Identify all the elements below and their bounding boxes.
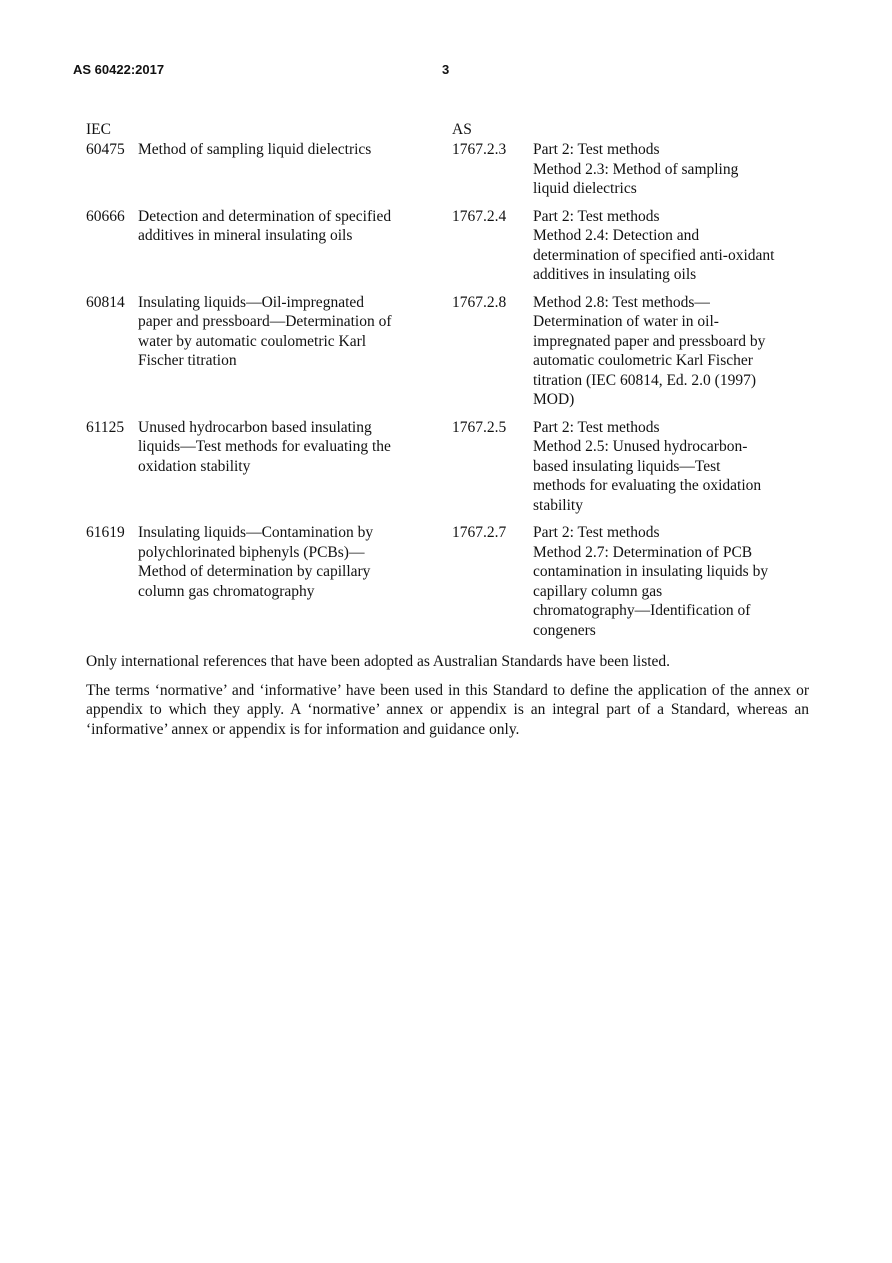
iec-title	[138, 523, 452, 640]
iec-title-line: paper and pressboard—Determination of	[138, 313, 392, 330]
iec-number: 60666	[86, 207, 125, 225]
as-title-line: Part 2: Test methods	[533, 524, 660, 541]
as-title-line: Method 2.4: Detection and	[533, 227, 700, 244]
iec-title-line: water by automatic coulometric Karl	[138, 332, 367, 350]
iec-number: 61619	[86, 524, 125, 541]
iec-title-line: liquids—Test methods for evaluating the	[138, 438, 391, 455]
column-header-as: AS	[452, 121, 472, 138]
iec-title	[138, 140, 452, 199]
iec-title-line: Insulating liquids—Oil-impregnated	[138, 293, 365, 311]
as-title-line: Part 2: Test methods	[533, 141, 660, 158]
document-id: AS 60422:2017	[73, 62, 165, 77]
as-title-line: chromatography—Identification of	[533, 602, 751, 619]
as-title-line: Determination of water in oil-	[533, 313, 719, 330]
as-title	[533, 523, 811, 640]
reference-table	[86, 120, 811, 648]
iec-title-line: additives in mineral insulating oils	[138, 227, 353, 244]
as-title-line: capillary column gas	[533, 582, 663, 600]
as-title	[533, 140, 811, 199]
iec-title-line: column gas chromatography	[138, 582, 315, 600]
as-title-line: titration (IEC 60814, Ed. 2.0 (1997)	[533, 371, 756, 389]
page-number: 3	[442, 62, 450, 77]
as-title-line: impregnated paper and pressboard by	[533, 332, 766, 350]
iec-title	[138, 418, 452, 516]
note-normative-informative: The terms ‘normative’ and ‘informative’ have been used in this Standard to define the application of the annex or appendix to which they apply. A ‘normative’ annex or appendix is an integral part of a Standard, whereas an ‘informative’ annex or appendix is for information and guidance only.	[86, 681, 809, 738]
as-title-line: Method 2.5: Unused hydrocarbon-	[533, 438, 748, 455]
iec-number: 60814	[86, 293, 125, 311]
as-title	[533, 207, 811, 285]
reference-row	[86, 207, 811, 285]
as-title-line: congeners	[533, 621, 596, 639]
as-number: 1767.2.5	[452, 418, 507, 436]
as-title	[533, 418, 811, 516]
iec-title-line: Method of determination by capillary	[138, 563, 371, 580]
iec-title-line: Insulating liquids—Contamination by	[138, 524, 374, 541]
as-number: 1767.2.4	[452, 207, 507, 225]
as-title-line: additives in insulating oils	[533, 266, 697, 283]
iec-title	[138, 207, 452, 285]
iec-title-line: Detection and determination of specified	[138, 207, 392, 225]
as-title-line: Method 2.7: Determination of PCB	[533, 543, 753, 561]
iec-number: 60475	[86, 141, 125, 158]
iec-title-line: oxidation stability	[138, 457, 251, 475]
note-adopted-references: Only international references that have been adopted as Australian Standards have been listed.	[86, 653, 671, 670]
reference-row	[86, 140, 811, 199]
as-title-line: automatic coulometric Karl Fischer	[533, 352, 753, 369]
iec-title-line: Unused hydrocarbon based insulating	[138, 418, 372, 436]
iec-title	[138, 293, 452, 410]
as-title-line: MOD)	[533, 391, 575, 408]
as-number: 1767.2.8	[452, 293, 507, 311]
as-number: 1767.2.7	[452, 524, 507, 541]
as-title-line: contamination in insulating liquids by	[533, 563, 769, 580]
iec-number: 61125	[86, 418, 125, 436]
page-header	[73, 62, 453, 80]
as-title-line: determination of specified anti-oxidant	[533, 246, 775, 264]
as-title-line: methods for evaluating the oxidation	[533, 477, 762, 494]
reference-row	[86, 293, 811, 410]
as-number: 1767.2.3	[452, 141, 507, 158]
iec-title-line: polychlorinated biphenyls (PCBs)—	[138, 543, 365, 561]
notes-section	[86, 652, 809, 748]
as-title-line: Method 2.8: Test methods—	[533, 293, 710, 311]
as-title	[533, 293, 811, 410]
iec-title-line: Fischer titration	[138, 352, 237, 369]
as-title-line: based insulating liquids—Test	[533, 457, 721, 475]
iec-title-line: Method of sampling liquid dielectrics	[138, 141, 372, 158]
reference-row	[86, 523, 811, 640]
as-title-line: Method 2.3: Method of sampling	[533, 160, 739, 178]
as-title-line: liquid dielectrics	[533, 180, 637, 197]
as-title-line: Part 2: Test methods	[533, 418, 660, 436]
as-title-line: Part 2: Test methods	[533, 207, 660, 225]
column-header-iec: IEC	[86, 121, 111, 138]
as-title-line: stability	[533, 496, 583, 514]
reference-row	[86, 418, 811, 516]
reference-table-header	[86, 120, 811, 140]
